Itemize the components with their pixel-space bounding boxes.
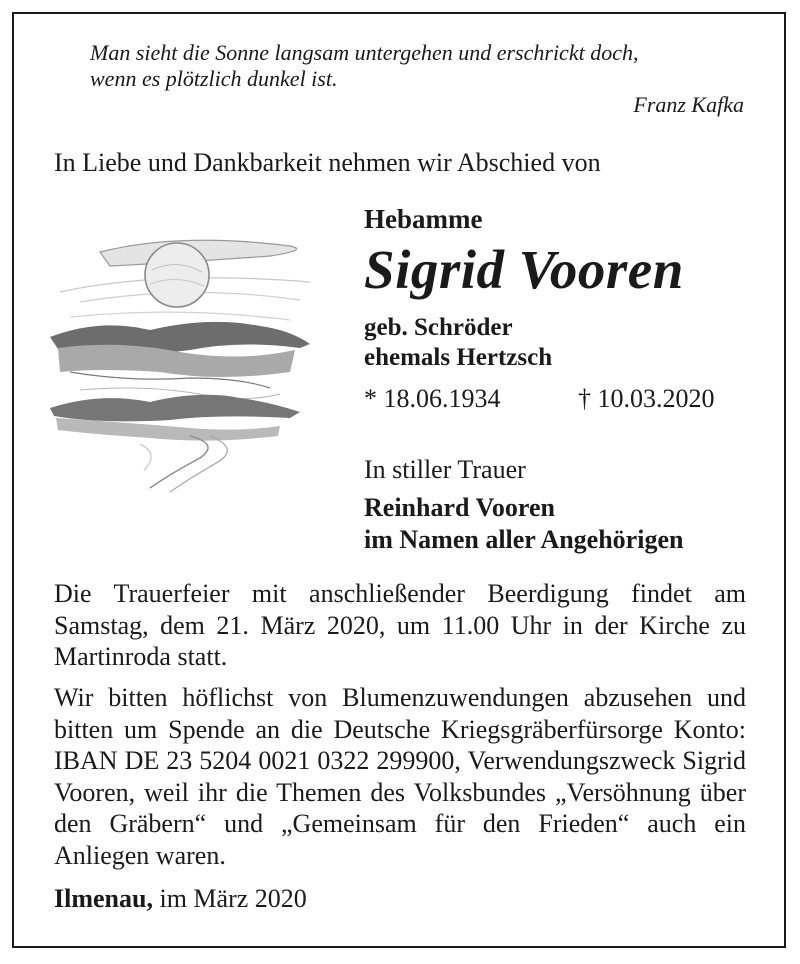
funeral-notice: Die Trauerfeier mit anschließender Beerdigung findet am Samstag, dem 21. März 2020, um 11.00 Uhr in der Kirche zu Martinroda statt. [54,579,746,671]
intro-text: In Liebe und Dankbarkeit nehmen wir Abschied von [54,148,601,177]
mourner-name: Reinhard Vooren [364,493,555,522]
closing-place: Ilmenau, [54,884,153,913]
mourning-intro: In stiller Trauer [364,455,526,484]
deceased-name: Sigrid Vooren [364,239,684,300]
closing-line [54,884,307,914]
sunset-landscape-icon [40,222,330,497]
occupation-title: Hebamme [364,204,483,234]
birth-date: * 18.06.1934 [364,384,501,413]
death-date: † 10.03.2020 [578,384,715,413]
quote-author: Franz Kafka [633,92,744,117]
birth-name: geb. Schröder [364,314,513,341]
mourner-relatives: im Namen aller Angehörigen [364,525,684,554]
quote-line-2: wenn es plötzlich dunkel ist. [90,66,338,91]
donation-notice: Wir bitten höflichst von Blumenzuwendungen abzusehen und bitten um Spende an die Deutsche Kriegsgräberfürsorge Konto: IBAN DE 23 5204 0021 0322 299900, Verwendungszweck Sigrid Vooren, weil ihr die Themen des Volksbundes „Versöhnung über den Gräbern“ und „Gemeinsam für den Frieden“ auch ein Anliegen waren. [54,683,746,870]
closing-date: im März 2020 [159,884,307,913]
former-names [364,313,552,373]
former-name: ehemals Hertzsch [364,344,553,371]
mourners [364,492,683,556]
quote-line-1: Man sieht die Sonne langsam untergehen und erschrickt doch, [90,40,639,65]
kafka-quote [90,40,750,92]
